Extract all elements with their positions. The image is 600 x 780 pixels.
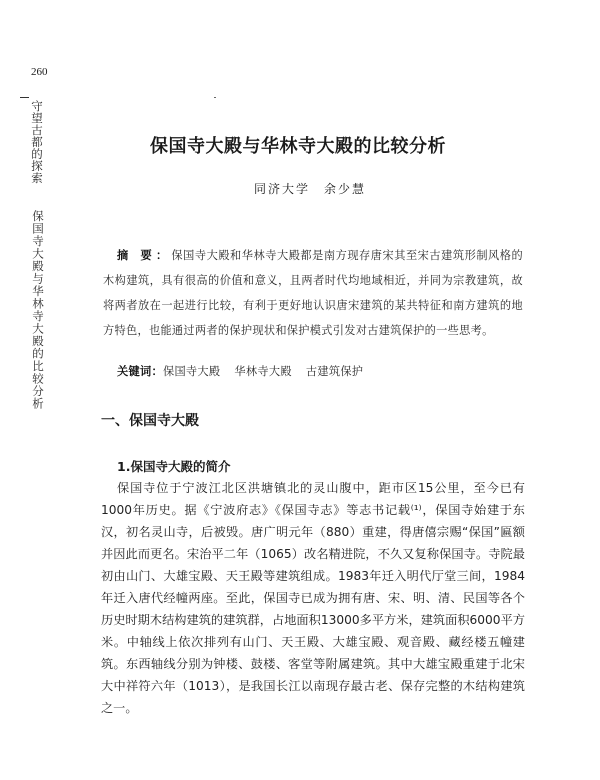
abstract-text: 保国寺大殿和华林寺大殿都是南方现存唐宋其至宋古建筑形制风格的木构建筑，具有很高的价值和意义，且两者时代均地域相近，并同为宗教建筑，故将两者放在一起进行比较，有利于更好地认识唐宋建筑的某共特征和南方建筑的地方特色，也能通过两者的保护现状和保护模式引发对古建筑保护的一些思考。 (103, 249, 523, 337)
author-affiliation: 同济大学 (254, 182, 311, 196)
keyword: 古建筑保护 (305, 365, 364, 378)
article-title: 保国寺大殿与华林寺大殿的比较分析 (150, 136, 446, 157)
author-line (254, 180, 366, 197)
abstract-label: 摘 要： (117, 249, 172, 262)
subsection-heading: 1.保国寺大殿的简介 (117, 459, 231, 474)
body-paragraph: 保国寺位于宁波江北区洪塘镇北的灵山腹中，距市区15公里，至今已有1000年历史。据《宁波府志》《保国寺志》等志书记载⁽¹⁾，保国寺始建于东汉，初名灵山寺，后被毁。唐广明元年（880）重建，得唐僖宗赐“保国”匾额并因此而更名。宋治平二年（1065）改名精进院，不久又复称保国寺。寺院最初由山门、大雄宝殿、天王殿等建筑组成。1983年迁入明代厅堂三间，1984年迁入唐代经幢两座。至此，保国寺已成为拥有唐、宋、明、清、民国等各个历史时期木结构建筑的建筑群，占地面积13000多平方米，建筑面积6000平方米。中轴线上依次排列有山门、天王殿、大雄宝殿、观音殿、藏经楼五幢建筑。东西轴线分别为钟楼、鼓楼、客堂等附属建筑。其中大雄宝殿重建于北宋大中祥符六年（1013），是我国长江以南现存最古老、保存完整的木结构建筑之一。 (101, 481, 525, 715)
abstract (103, 243, 523, 343)
page-number-rule (20, 97, 29, 98)
running-head-article: 保国寺大殿与华林寺大殿的比较分析 (31, 210, 45, 410)
section-heading: 一、保国寺大殿 (101, 413, 199, 429)
scan-speck (214, 97, 216, 98)
running-head-series: 守望古都的探索 (30, 100, 44, 184)
page-number: 260 (31, 66, 48, 78)
keyword: 保国寺大殿 (162, 365, 221, 378)
keyword: 华林寺大殿 (234, 365, 292, 378)
author-name: 余少慧 (324, 182, 367, 196)
keywords-label: 关键词： (117, 365, 163, 378)
keywords-line (117, 363, 363, 379)
